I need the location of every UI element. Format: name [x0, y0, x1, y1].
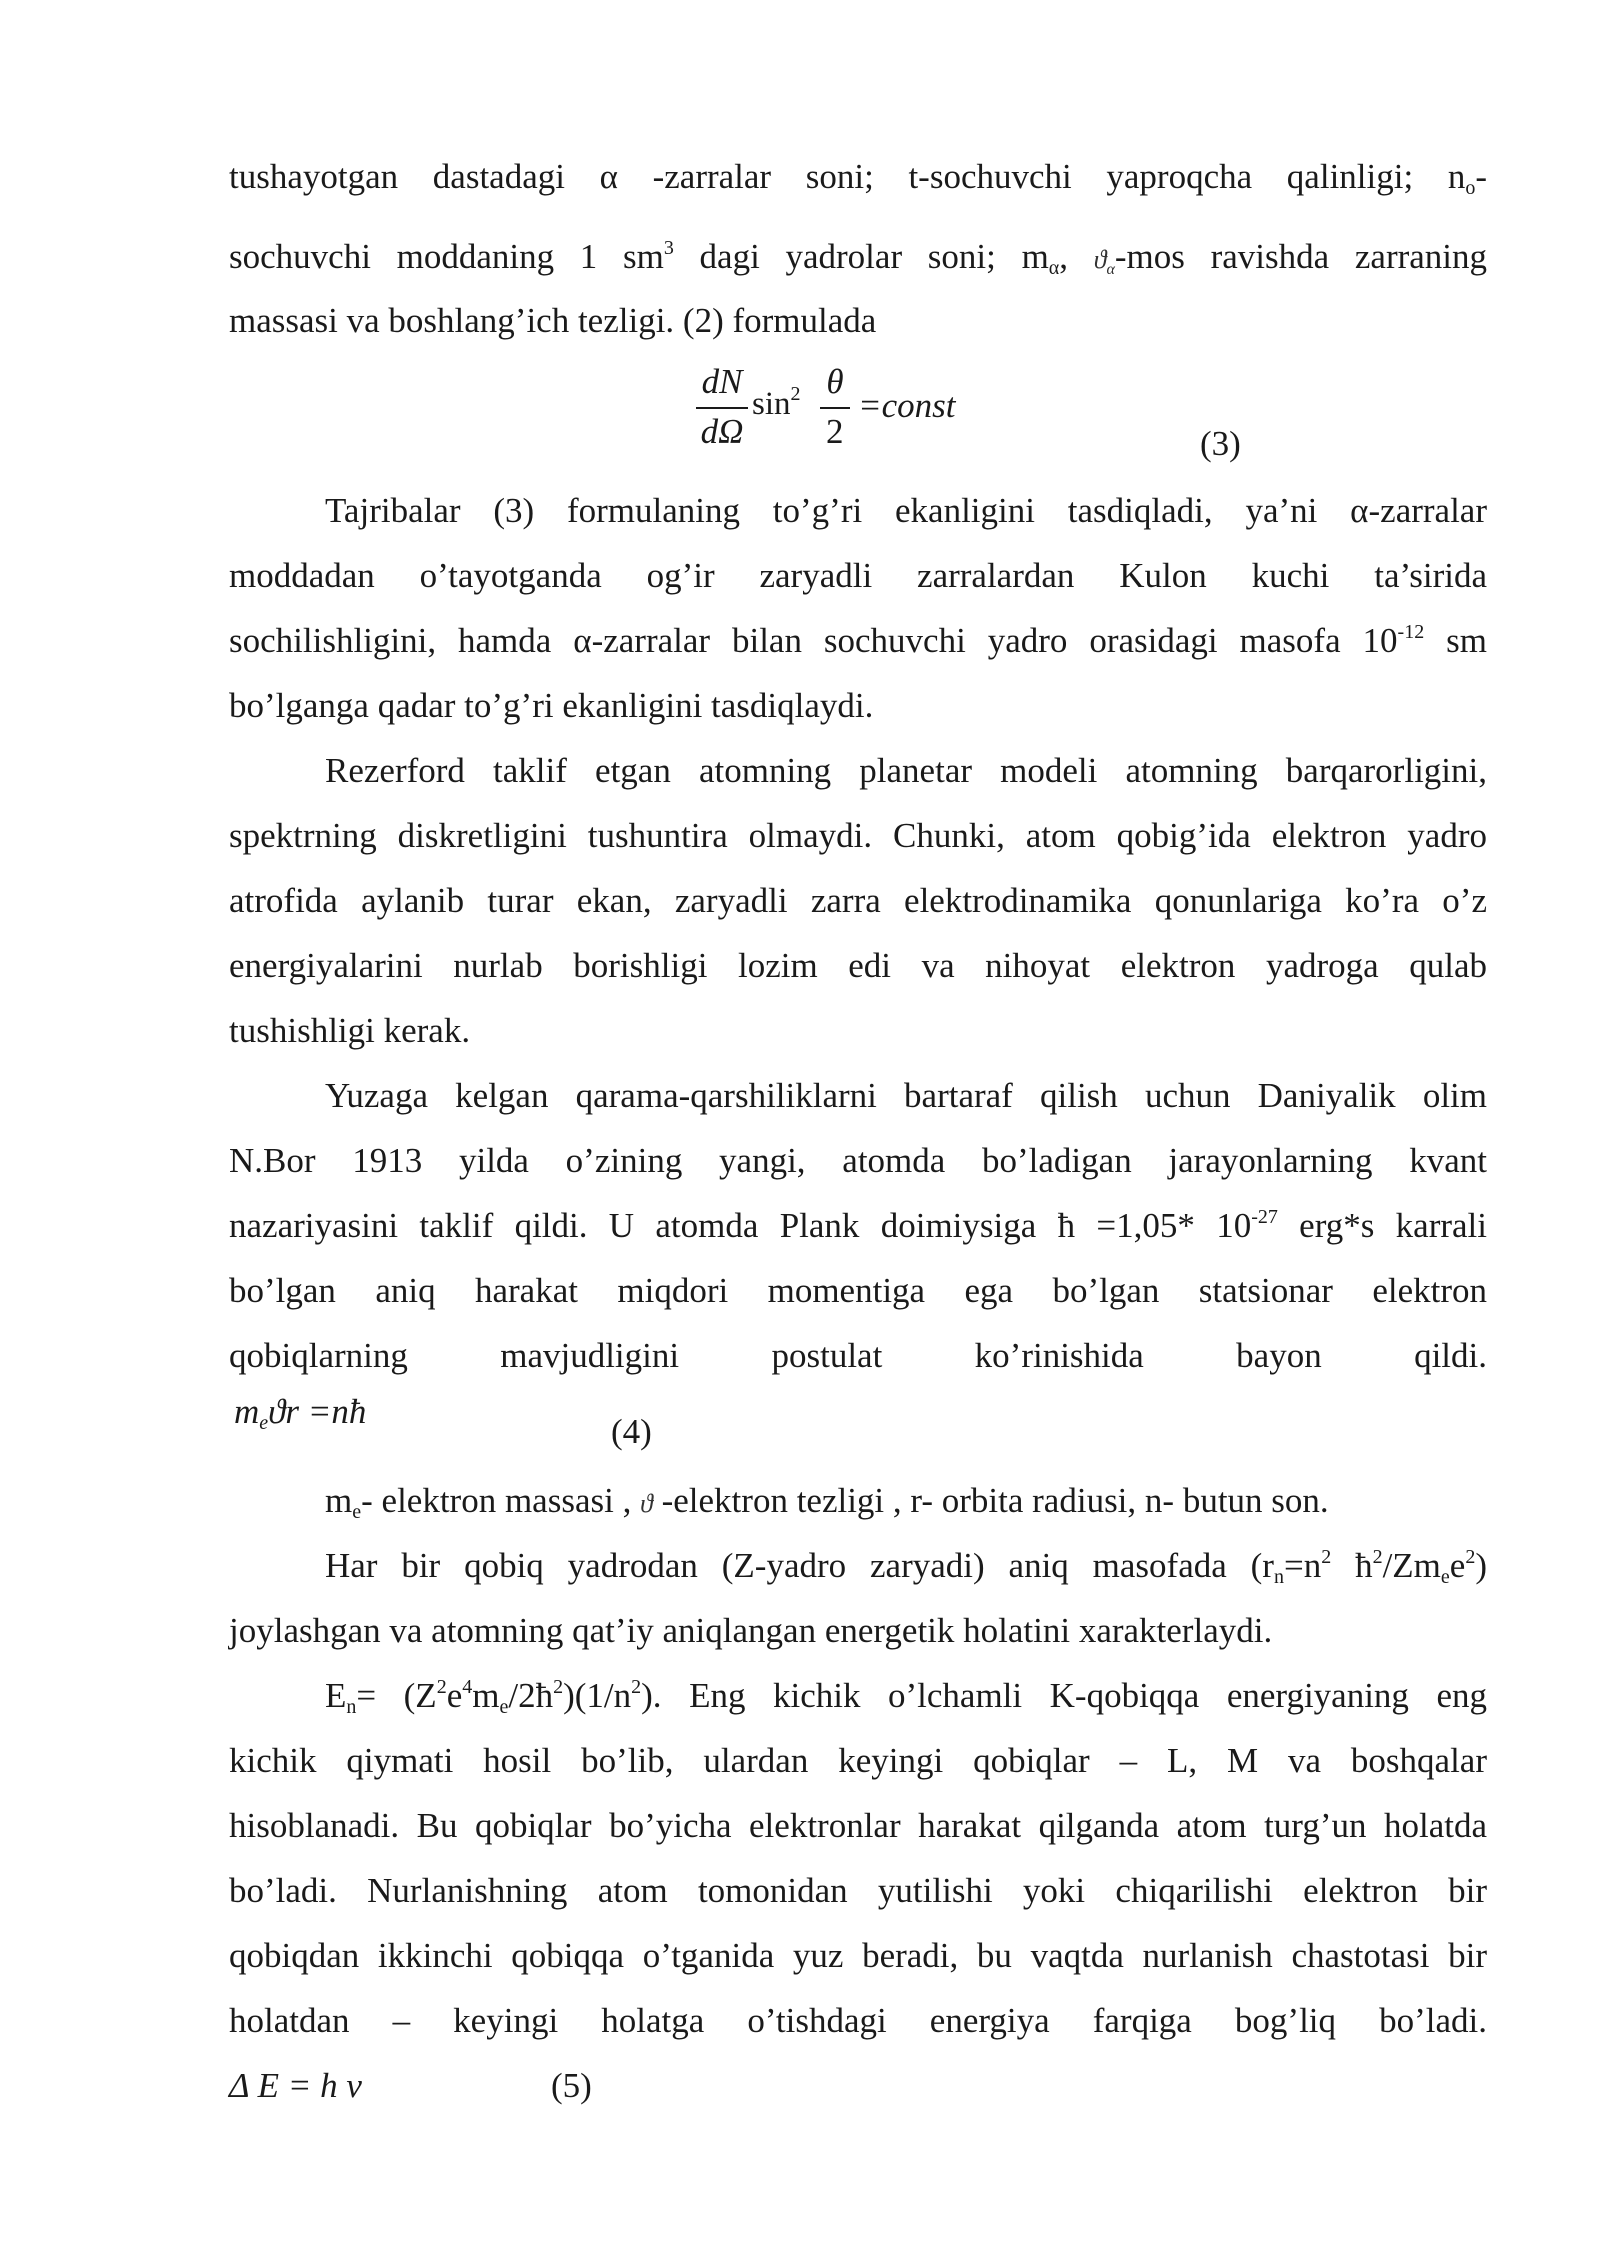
- text-line: tushishligi kerak.: [229, 1011, 471, 1050]
- equation-number: (5): [551, 2066, 592, 2105]
- text-line: sochuvchi moddaning 1 $sm^3$ dagi yadrolar soni; $m_\alpha$, $ϑ_\alpha$-mos ravishda zarraning: [229, 237, 1488, 279]
- text-line: moddadan o’tayotganda og’ir zaryadli zarralardan Kulon kuchi ta’sirida: [229, 556, 1487, 595]
- text-line: qobiqdan ikkinchi qobiqqa o’tganida yuz beradi, bu vaqtda nurlanish chastotasi bir: [229, 1936, 1487, 1975]
- text-line: Yuzaga kelgan qarama-qarshiliklarni bartaraf qilish uchun Daniyalik olim: [325, 1076, 1487, 1115]
- velocity-symbol: $ϑ_\alpha$: [1093, 245, 1115, 278]
- fraction-bar: [696, 407, 748, 409]
- text-line: bo’lganga qadar to’g’ri ekanligini tasdiqlaydi.: [229, 686, 874, 725]
- text-line: holatdan – keyingi holatga o’tishdagi energiya farqiga bog’liq bo’ladi.: [229, 2001, 1487, 2040]
- velocity-symbol: ϑ: [640, 1489, 653, 1518]
- text-line: tushayotgan dastadagi α -zarralar soni; t-sochuvchi yaproqcha qalinligi; $n_o-$: [229, 157, 1487, 199]
- formula-two: 2: [826, 412, 844, 451]
- text-line: kichik qiymati hosil bo’lib, ulardan keyingi qobiqlar – L, M va boshqalar: [229, 1741, 1487, 1780]
- text-line: Tajribalar (3) formulaning to’g’ri ekanligini tasdiqladi, ya’ni α-zarralar: [325, 491, 1487, 530]
- formula-expression: $m_eϑr$ =nħ: [234, 1392, 367, 1434]
- text-line: $m_e-$ elektron massasi , ϑ -elektron tezligi , r- orbita radiusi, n- butun son.: [325, 1481, 1329, 1523]
- formula-rhs: =const: [858, 386, 956, 425]
- equation-number: (4): [611, 1412, 652, 1451]
- formula-numerator: dN: [701, 362, 743, 401]
- text-line: sochilishligini, hamda α-zarralar bilan sochuvchi yadro orasidagi masofa $10^{-12}$ sm: [229, 621, 1487, 660]
- text-line: Rezerford taklif etgan atomning planetar modeli atomning barqarorligini,: [325, 751, 1487, 790]
- text-line: Har bir qobiq yadrodan (Z-yadro zaryadi) aniq masofada ($r_n=n^2$ $ħ^2/Zm_ee^2$): [325, 1546, 1487, 1588]
- text-line: bo’lgan aniq harakat miqdori momentiga ega bo’lgan statsionar elektron: [229, 1271, 1487, 1310]
- text-line: spektrning diskretligini tushuntira olmaydi. Chunki, atom qobig’ida elektron yadro: [229, 816, 1487, 855]
- formula-denominator: dΩ: [700, 412, 744, 451]
- text-line: $E_n=$ $(Z^2e^4m_e/2ħ^2)(1/n^2)$. Eng kichik o’lchamli K-qobiqqa energiyaning eng: [325, 1676, 1487, 1718]
- text-line: joylashgan va atomning qat’iy aniqlangan energetik holatini xarakterlaydi.: [229, 1611, 1273, 1650]
- text-line: bo’ladi. Nurlanishning atom tomonidan yutilishi yoki chiqarilishi elektron bir: [229, 1871, 1487, 1910]
- formula-theta: θ: [826, 362, 844, 401]
- text-line: atrofida aylanib turar ekan, zaryadli zarra elektrodinamika qonunlariga ko’ra o’z: [229, 881, 1487, 920]
- text-line: nazariyasini taklif qildi. U atomda Plank doimiysiga ħ =1,05* $10^{-27}$ erg*s karrali: [229, 1206, 1487, 1245]
- text-line: energiyalarini nurlab borishligi lozim edi va nihoyat elektron yadroga qulab: [229, 946, 1487, 985]
- fraction-bar: [820, 407, 850, 409]
- formula-expression: Δ E = h ν: [229, 2066, 362, 2105]
- text-line: N.Bor 1913 yilda o’zining yangi, atomda bo’ladigan jarayonlarning kvant: [229, 1141, 1487, 1180]
- text-line: hisoblanadi. Bu qobiqlar bo’yicha elektronlar harakat qilganda atom turg’un holatda: [229, 1806, 1487, 1845]
- text-line: massasi va boshlang’ich tezligi. (2) formulada: [229, 301, 877, 340]
- formula-sin: $\sin^2$: [752, 383, 801, 422]
- text-line: qobiqlarning mavjudligini postulat ko’rinishida bayon qildi.: [229, 1336, 1487, 1375]
- equation-number: (3): [1200, 424, 1241, 463]
